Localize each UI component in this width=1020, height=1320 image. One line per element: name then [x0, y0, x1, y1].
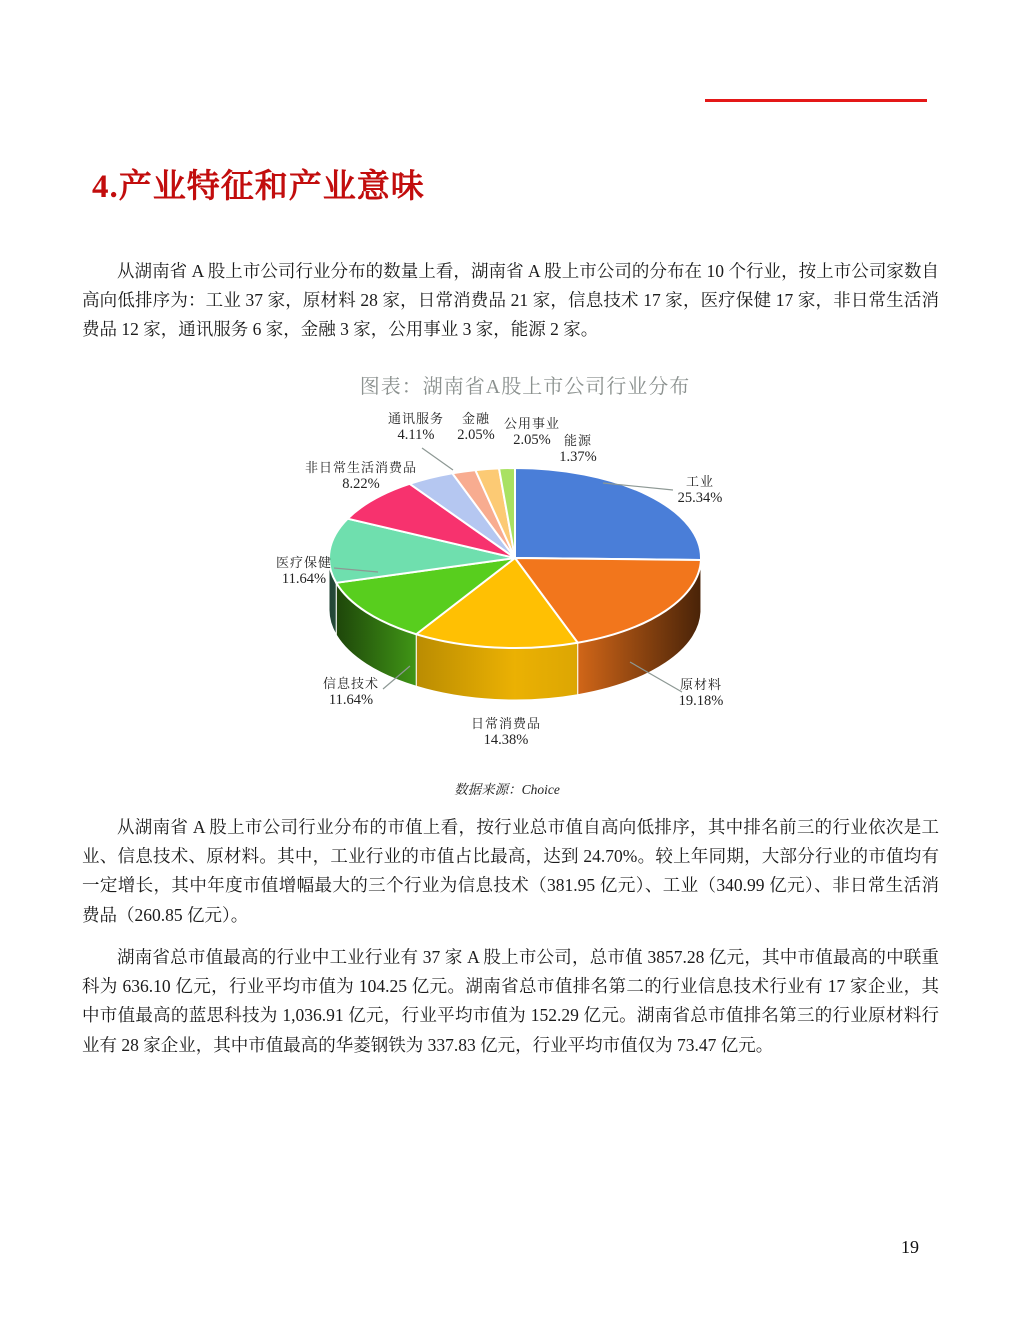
- pie-chart: [270, 400, 740, 770]
- paragraph-top-industry-details: 湖南省总市值最高的行业中工业行业有 37 家 A 股上市公司，总市值 3857.28 亿元，其中市值最高的中联重科为 636.10 亿元，行业平均市值为 104.25 亿元。湖南省总市值排名第二的行业信息技术行业有 17 家企业，其中市值最高的蓝思科技为 1,036.91 亿元，行业平均市值为 152.29 亿元。湖南省总市值排名第三的行业原材料行业有 28 家企业，其中市值最高的华菱钢铁为 337.83 亿元，行业平均市值仅为 73.47 亿元。: [82, 947, 939, 1055]
- paragraph-market-cap-ranking: 从湖南省 A 股上市公司行业分布的市值上看，按行业总市值自高向低排序，其中排名前三的行业依次是工业、信息技术、原材料。其中，工业行业的市值占比最高，达到 24.70%。较上年同期，大部分行业的市值均有一定增长，其中年度市值增幅最大的三个行业为信息技术（381.95 亿元）、工业（340.99 亿元）、非日常生活消费品（260.85 亿元）。: [82, 817, 939, 925]
- figure-source-note: 数据来源：Choice: [454, 782, 560, 797]
- slice-label-name-0: 工业: [685, 474, 714, 489]
- slice-label-name-6: 通讯服务: [387, 411, 444, 426]
- slice-label-name-4: 医疗保健: [275, 555, 332, 570]
- slice-label-percent-1: 19.18%: [678, 692, 724, 709]
- pie-3d-svg: [270, 400, 740, 770]
- slice-label-name-5: 非日常生活消费品: [304, 460, 417, 475]
- slice-label-percent-5: 8.22%: [342, 475, 380, 492]
- slice-label-name-3: 信息技术: [322, 676, 379, 691]
- paragraph-industry-counts: 从湖南省 A 股上市公司行业分布的数量上看，湖南省 A 股上市公司的分布在 10 个行业，按上市公司家数自高向低排序为：工业 37 家，原材料 28 家，日常消费品 21 家，信息技术 17 家，医疗保健 17 家，非日常生活消费品 12 家，通讯服务 6 家，金融 3 家，公用事业 3 家，能源 2 家。: [82, 261, 939, 340]
- slice-label-name-1: 原材料: [679, 677, 722, 692]
- slice-label-percent-7: 2.05%: [457, 426, 495, 443]
- slice-label-percent-8: 2.05%: [513, 431, 551, 448]
- slice-label-name-9: 能源: [563, 433, 592, 448]
- slice-label-percent-9: 1.37%: [559, 448, 597, 465]
- section-heading: 4.产业特征和产业意味: [92, 169, 425, 205]
- leader-line-6: [422, 448, 453, 470]
- slice-label-percent-4: 11.64%: [281, 570, 327, 587]
- slice-label-name-7: 金融: [461, 411, 490, 426]
- slice-label-percent-6: 4.11%: [397, 426, 435, 443]
- slice-label-percent-0: 25.34%: [677, 489, 723, 506]
- slice-label-name-8: 公用事业: [503, 416, 560, 431]
- figure-title: 图表：湖南省A股上市公司行业分布: [359, 376, 691, 398]
- slice-label-percent-2: 14.38%: [483, 731, 529, 748]
- slice-0: [515, 468, 701, 560]
- page-number: 19: [901, 1237, 919, 1257]
- slice-label-percent-3: 11.64%: [328, 691, 374, 708]
- slice-label-name-2: 日常消费品: [470, 716, 541, 731]
